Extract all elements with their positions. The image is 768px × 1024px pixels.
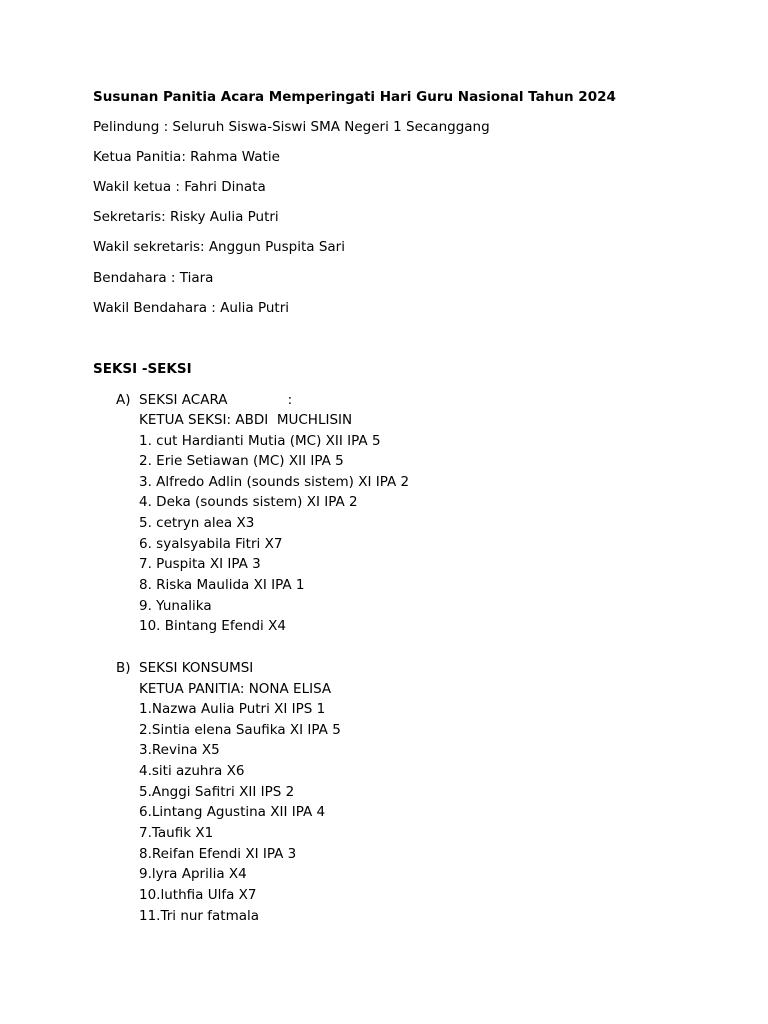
list-item: 1. cut Hardianti Mutia (MC) XII IPA 5 bbox=[139, 433, 381, 449]
list-item: 6. syalsyabila Fitri X7 bbox=[139, 536, 283, 552]
role-vice-secretary: Wakil sekretaris: Anggun Puspita Sari bbox=[93, 239, 345, 255]
section-a-leader: KETUA SEKSI: ABDI MUCHLISIN bbox=[139, 412, 353, 428]
list-item: 5. cetryn alea X3 bbox=[139, 515, 255, 531]
list-item: 1.Nazwa Aulia Putri XI IPS 1 bbox=[139, 701, 326, 717]
section-b-name: SEKSI KONSUMSI bbox=[139, 660, 254, 676]
list-item: 6.Lintang Agustina XII IPA 4 bbox=[139, 804, 326, 820]
list-item: 4. Deka (sounds sistem) XI IPA 2 bbox=[139, 494, 358, 510]
role-vice-treasurer: Wakil Bendahara : Aulia Putri bbox=[93, 300, 290, 316]
list-item: 8.Reifan Efendi XI IPA 3 bbox=[139, 846, 297, 862]
list-item: 11.Tri nur fatmala bbox=[139, 908, 260, 924]
list-item: 7.Taufik X1 bbox=[139, 825, 214, 841]
list-item: 2.Sintia elena Saufika XI IPA 5 bbox=[139, 722, 341, 738]
list-item: 2. Erie Setiawan (MC) XII IPA 5 bbox=[139, 453, 344, 469]
role-secretary: Sekretaris: Risky Aulia Putri bbox=[93, 209, 279, 225]
list-item: 3.Revina X5 bbox=[139, 742, 220, 758]
list-item: 5.Anggi Safitri XII IPS 2 bbox=[139, 784, 295, 800]
list-item: 4.siti azuhra X6 bbox=[139, 763, 245, 779]
section-a-letter: A) bbox=[116, 392, 131, 408]
sections-heading: SEKSI -SEKSI bbox=[93, 361, 192, 377]
list-item: 10.luthfia Ulfa X7 bbox=[139, 887, 257, 903]
list-item: 9. Yunalika bbox=[139, 598, 212, 614]
document-title: Susunan Panitia Acara Memperingati Hari Guru Nasional Tahun 2024 bbox=[93, 89, 616, 105]
section-b-letter: B) bbox=[116, 660, 131, 676]
role-treasurer: Bendahara : Tiara bbox=[93, 270, 214, 286]
section-b-leader: KETUA PANITIA: NONA ELISA bbox=[139, 681, 332, 697]
role-chair: Ketua Panitia: Rahma Watie bbox=[93, 149, 280, 165]
role-protector: Pelindung : Seluruh Siswa-Siswi SMA Negeri 1 Secanggang bbox=[93, 119, 490, 135]
list-item: 3. Alfredo Adlin (sounds sistem) XI IPA 2 bbox=[139, 474, 410, 490]
list-item: 7. Puspita XI IPA 3 bbox=[139, 556, 261, 572]
role-vice-chair: Wakil ketua : Fahri Dinata bbox=[93, 179, 266, 195]
list-item: 10. Bintang Efendi X4 bbox=[139, 618, 286, 634]
section-a-name: SEKSI ACARA : bbox=[139, 392, 293, 408]
list-item: 9.lyra Aprilia X4 bbox=[139, 866, 247, 882]
list-item: 8. Riska Maulida XI IPA 1 bbox=[139, 577, 305, 593]
